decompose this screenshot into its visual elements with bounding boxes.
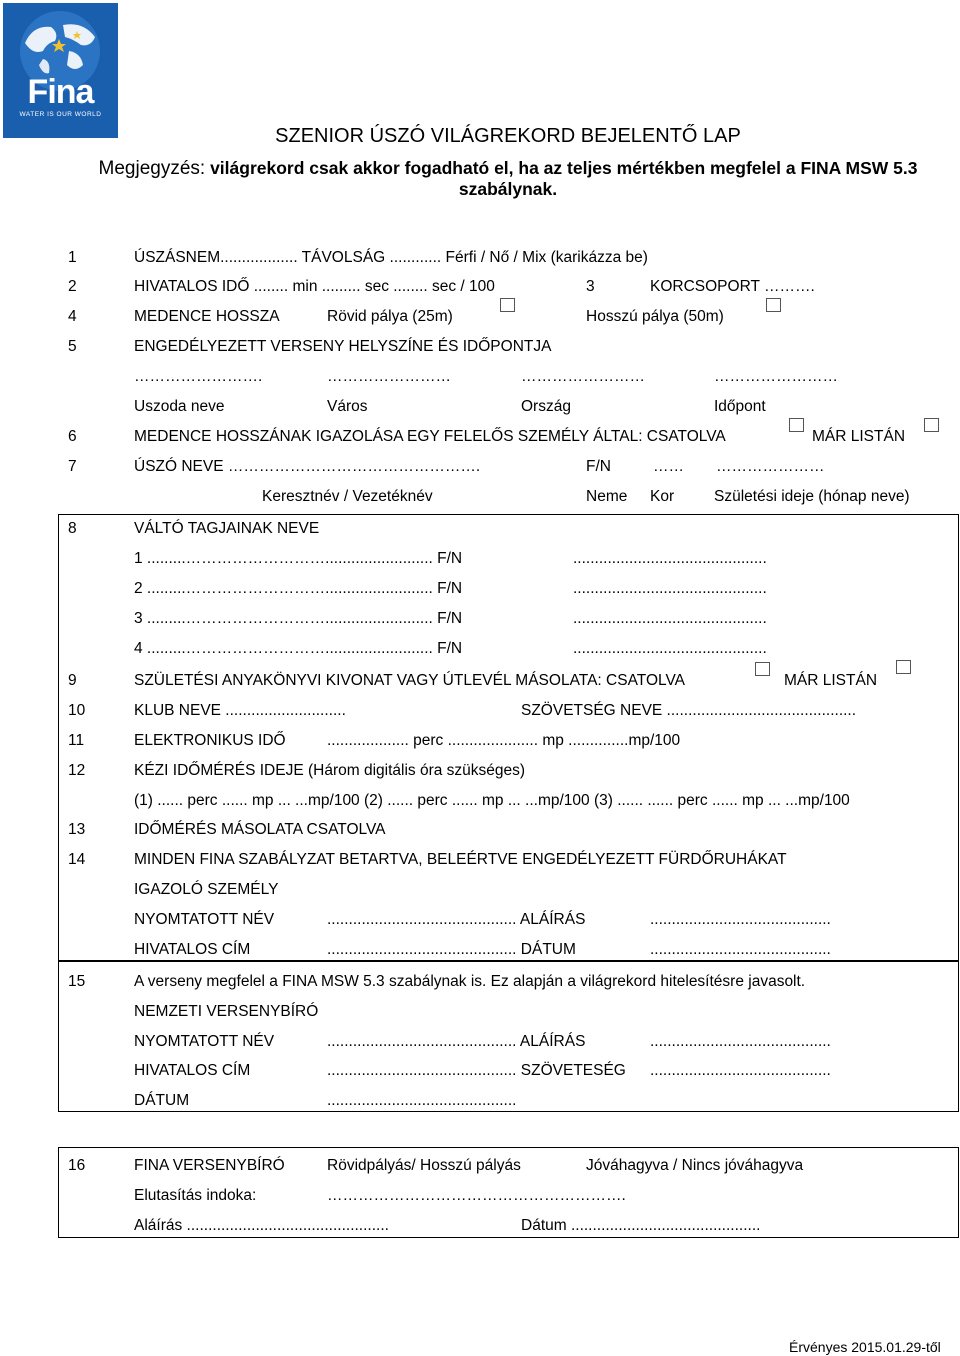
row-number: 2 xyxy=(68,278,77,295)
city-dots[interactable]: …………………… xyxy=(327,368,451,385)
birth-dots[interactable]: ………………… xyxy=(716,458,825,475)
row-number: 10 xyxy=(68,702,86,719)
row-number: 15 xyxy=(68,973,86,990)
row-number: 6 xyxy=(68,428,77,445)
relay-member-details[interactable]: ............................................. xyxy=(573,640,767,657)
caption-date: Időpont xyxy=(714,398,766,415)
birth-certificate-listed-checkbox[interactable] xyxy=(896,660,911,674)
fina-logo xyxy=(3,3,118,138)
row-number: 16 xyxy=(68,1157,86,1174)
already-listed-label: MÁR LISTÁN xyxy=(812,428,906,445)
federation-field[interactable]: .......................................... xyxy=(650,1062,831,1079)
birth-certificate-label: SZÜLETÉSI ANYAKÖNYVI KIVONAT VAGY ÚTLEVÉL MÁSOLATA: CSATOLVA xyxy=(134,672,685,689)
rules-compliance-label: MINDEN FINA SZABÁLYZAT BETARTVA, BELEÉRTVE ENGEDÉLYEZETT FÜRDŐRUHÁKAT xyxy=(134,851,787,868)
date-dots[interactable]: …………………… xyxy=(714,368,838,385)
signature-field[interactable]: Aláírás ............................................... xyxy=(134,1217,389,1234)
long-course-label: Hosszú pálya (50m) xyxy=(586,308,724,325)
compliance-statement: A verseny megfelel a FINA MSW 5.3 szabálynak is. Ez alapján a világrekord hitelesítésre javasolt. xyxy=(134,973,806,990)
caption-city: Város xyxy=(327,398,368,415)
row-number: 11 xyxy=(68,732,85,749)
manual-timing-label: KÉZI IDŐMÉRÉS IDEJE (Három digitális óra szükséges) xyxy=(134,762,526,779)
birth-certificate-attached-checkbox[interactable] xyxy=(755,662,770,676)
row-number: 1 xyxy=(68,249,77,266)
official-time-field[interactable]: HIVATALOS IDŐ ........ min ......... sec ........ sec / 100 xyxy=(134,278,495,295)
signature-field[interactable]: .......................................... xyxy=(650,1033,831,1050)
caption-name: Keresztnév / Vezetéknév xyxy=(262,488,433,505)
printed-name-field[interactable]: ............................................ ALÁÍRÁS xyxy=(327,911,586,928)
row-number: 12 xyxy=(68,762,86,779)
electronic-time-label: ELEKTRONIKUS IDŐ xyxy=(134,732,286,749)
row-number: 7 xyxy=(68,458,77,475)
age-dots[interactable]: …… xyxy=(653,458,684,475)
pool-verification-label: MEDENCE HOSSZÁNAK IGAZOLÁSA EGY FELELŐS SZEMÉLY ÁLTAL: CSATOLVA xyxy=(134,428,726,445)
country-dots[interactable]: …………………… xyxy=(521,368,645,385)
short-course-checkbox[interactable] xyxy=(500,298,515,312)
fina-referee-label: FINA VERSENYBÍRÓ xyxy=(134,1157,285,1174)
logo-tagline: WATER IS OUR WORLD xyxy=(19,111,102,118)
official-address-label: HIVATALOS CÍM xyxy=(134,1062,251,1079)
timing-copy-label: IDŐMÉRÉS MÁSOLATA CSATOLVA xyxy=(134,821,386,838)
official-address-field[interactable]: ............................................ DÁTUM xyxy=(327,941,576,958)
row-number: 8 xyxy=(68,520,77,537)
signature-field[interactable]: .......................................... xyxy=(650,911,831,928)
club-name-field[interactable]: KLUB NEVE ............................ xyxy=(134,702,346,719)
federation-name-field[interactable]: SZÖVETSÉG NEVE ............................................ xyxy=(521,702,857,719)
long-course-checkbox[interactable] xyxy=(766,298,781,312)
relay-member-line[interactable]: 4 .........………………………......................... F/N xyxy=(134,640,463,657)
pool-name-dots[interactable]: ……………………. xyxy=(134,368,263,385)
relay-member-details[interactable]: ............................................. xyxy=(573,580,767,597)
date-field[interactable]: .......................................... xyxy=(650,941,831,958)
caption-pool-name: Uszoda neve xyxy=(134,398,225,415)
rejection-reason-field[interactable]: …………………………………………………. xyxy=(327,1187,626,1204)
electronic-time-field[interactable]: ................... perc ..................... mp ..............mp/100 xyxy=(327,732,681,749)
short-course-label: Rövid pálya (25m) xyxy=(327,308,453,325)
row-number: 14 xyxy=(68,851,86,868)
age-group-field[interactable]: KORCSOPORT ………. xyxy=(650,278,815,295)
official-address-label: HIVATALOS CÍM xyxy=(134,941,251,958)
validity-footer: Érvényes 2015.01.29-től xyxy=(789,1339,941,1355)
relay-member-line[interactable]: 1 .........………………………......................... F/N xyxy=(134,550,463,567)
note-label: Megjegyzés: xyxy=(98,158,206,179)
printed-name-label: NYOMTATOTT NÉV xyxy=(134,911,275,928)
certifying-person-label: IGAZOLÓ SZEMÉLY xyxy=(134,881,279,898)
already-listed-label: MÁR LISTÁN xyxy=(784,672,878,689)
relay-members-label: VÁLTÓ TAGJAINAK NEVE xyxy=(134,520,320,537)
venue-date-label: ENGEDÉLYEZETT VERSENY HELYSZÍNE ÉS IDŐPONTJA xyxy=(134,338,552,355)
relay-member-details[interactable]: ............................................. xyxy=(573,610,767,627)
caption-sex: Neme xyxy=(586,488,628,505)
pool-type-option[interactable]: Rövidpályás/ Hosszú pályás xyxy=(327,1157,521,1174)
pool-length-label: MEDENCE HOSSZA xyxy=(134,308,280,325)
row-number: 9 xyxy=(68,672,77,689)
relay-member-details[interactable]: ............................................. xyxy=(573,550,767,567)
page-title: SZENIOR ÚSZÓ VILÁGREKORD BEJELENTŐ LAP xyxy=(275,125,741,147)
printed-name-field[interactable]: ............................................ ALÁÍRÁS xyxy=(327,1033,586,1050)
manual-timing-field[interactable]: (1) ...... perc ...... mp ... ...mp/100 (2) ...... perc ...... mp ... ...mp/100 (3) ...... ...... perc ...... mp ... ...mp/100 xyxy=(134,792,850,809)
relay-member-line[interactable]: 2 .........………………………......................... F/N xyxy=(134,580,463,597)
row-number: 13 xyxy=(68,821,86,838)
caption-age: Kor xyxy=(650,488,675,505)
swimmer-name-field[interactable]: ÚSZÓ NEVE …………………………………………. xyxy=(134,458,481,475)
date-label: DÁTUM xyxy=(134,1092,190,1109)
row-number: 4 xyxy=(68,308,77,325)
logo-wordmark: Fina xyxy=(27,73,94,111)
rejection-reason-label: Elutasítás indoka: xyxy=(134,1187,257,1204)
approval-option[interactable]: Jóváhagyva / Nincs jóváhagyva xyxy=(586,1157,804,1174)
pool-verification-listed-checkbox[interactable] xyxy=(924,418,939,432)
printed-name-label: NYOMTATOTT NÉV xyxy=(134,1033,275,1050)
caption-birth: Születési ideje (hónap neve) xyxy=(714,488,910,505)
note-text: világrekord csak akkor fogadható el, ha az teljes mértékben megfelel a FINA MSW 5.3 szabálynak. xyxy=(210,158,918,199)
date-field[interactable]: ............................................ xyxy=(327,1092,517,1109)
date-field[interactable]: Dátum ............................................ xyxy=(521,1217,761,1234)
note xyxy=(60,158,956,200)
relay-member-line[interactable]: 3 .........………………………......................... F/N xyxy=(134,610,463,627)
national-referee-label: NEMZETI VERSENYBÍRÓ xyxy=(134,1003,319,1020)
stroke-distance-field[interactable]: ÚSZÁSNEM.................. TÁVOLSÁG ............ Férfi / Nő / Mix (karikázza be) xyxy=(134,249,648,266)
pool-verification-attached-checkbox[interactable] xyxy=(789,418,804,432)
sex-label: F/N xyxy=(586,458,611,475)
official-address-field[interactable]: ............................................ SZÖVETESÉG xyxy=(327,1062,626,1079)
caption-country: Ország xyxy=(521,398,571,415)
row-number: 3 xyxy=(586,278,595,295)
row-number: 5 xyxy=(68,338,77,355)
